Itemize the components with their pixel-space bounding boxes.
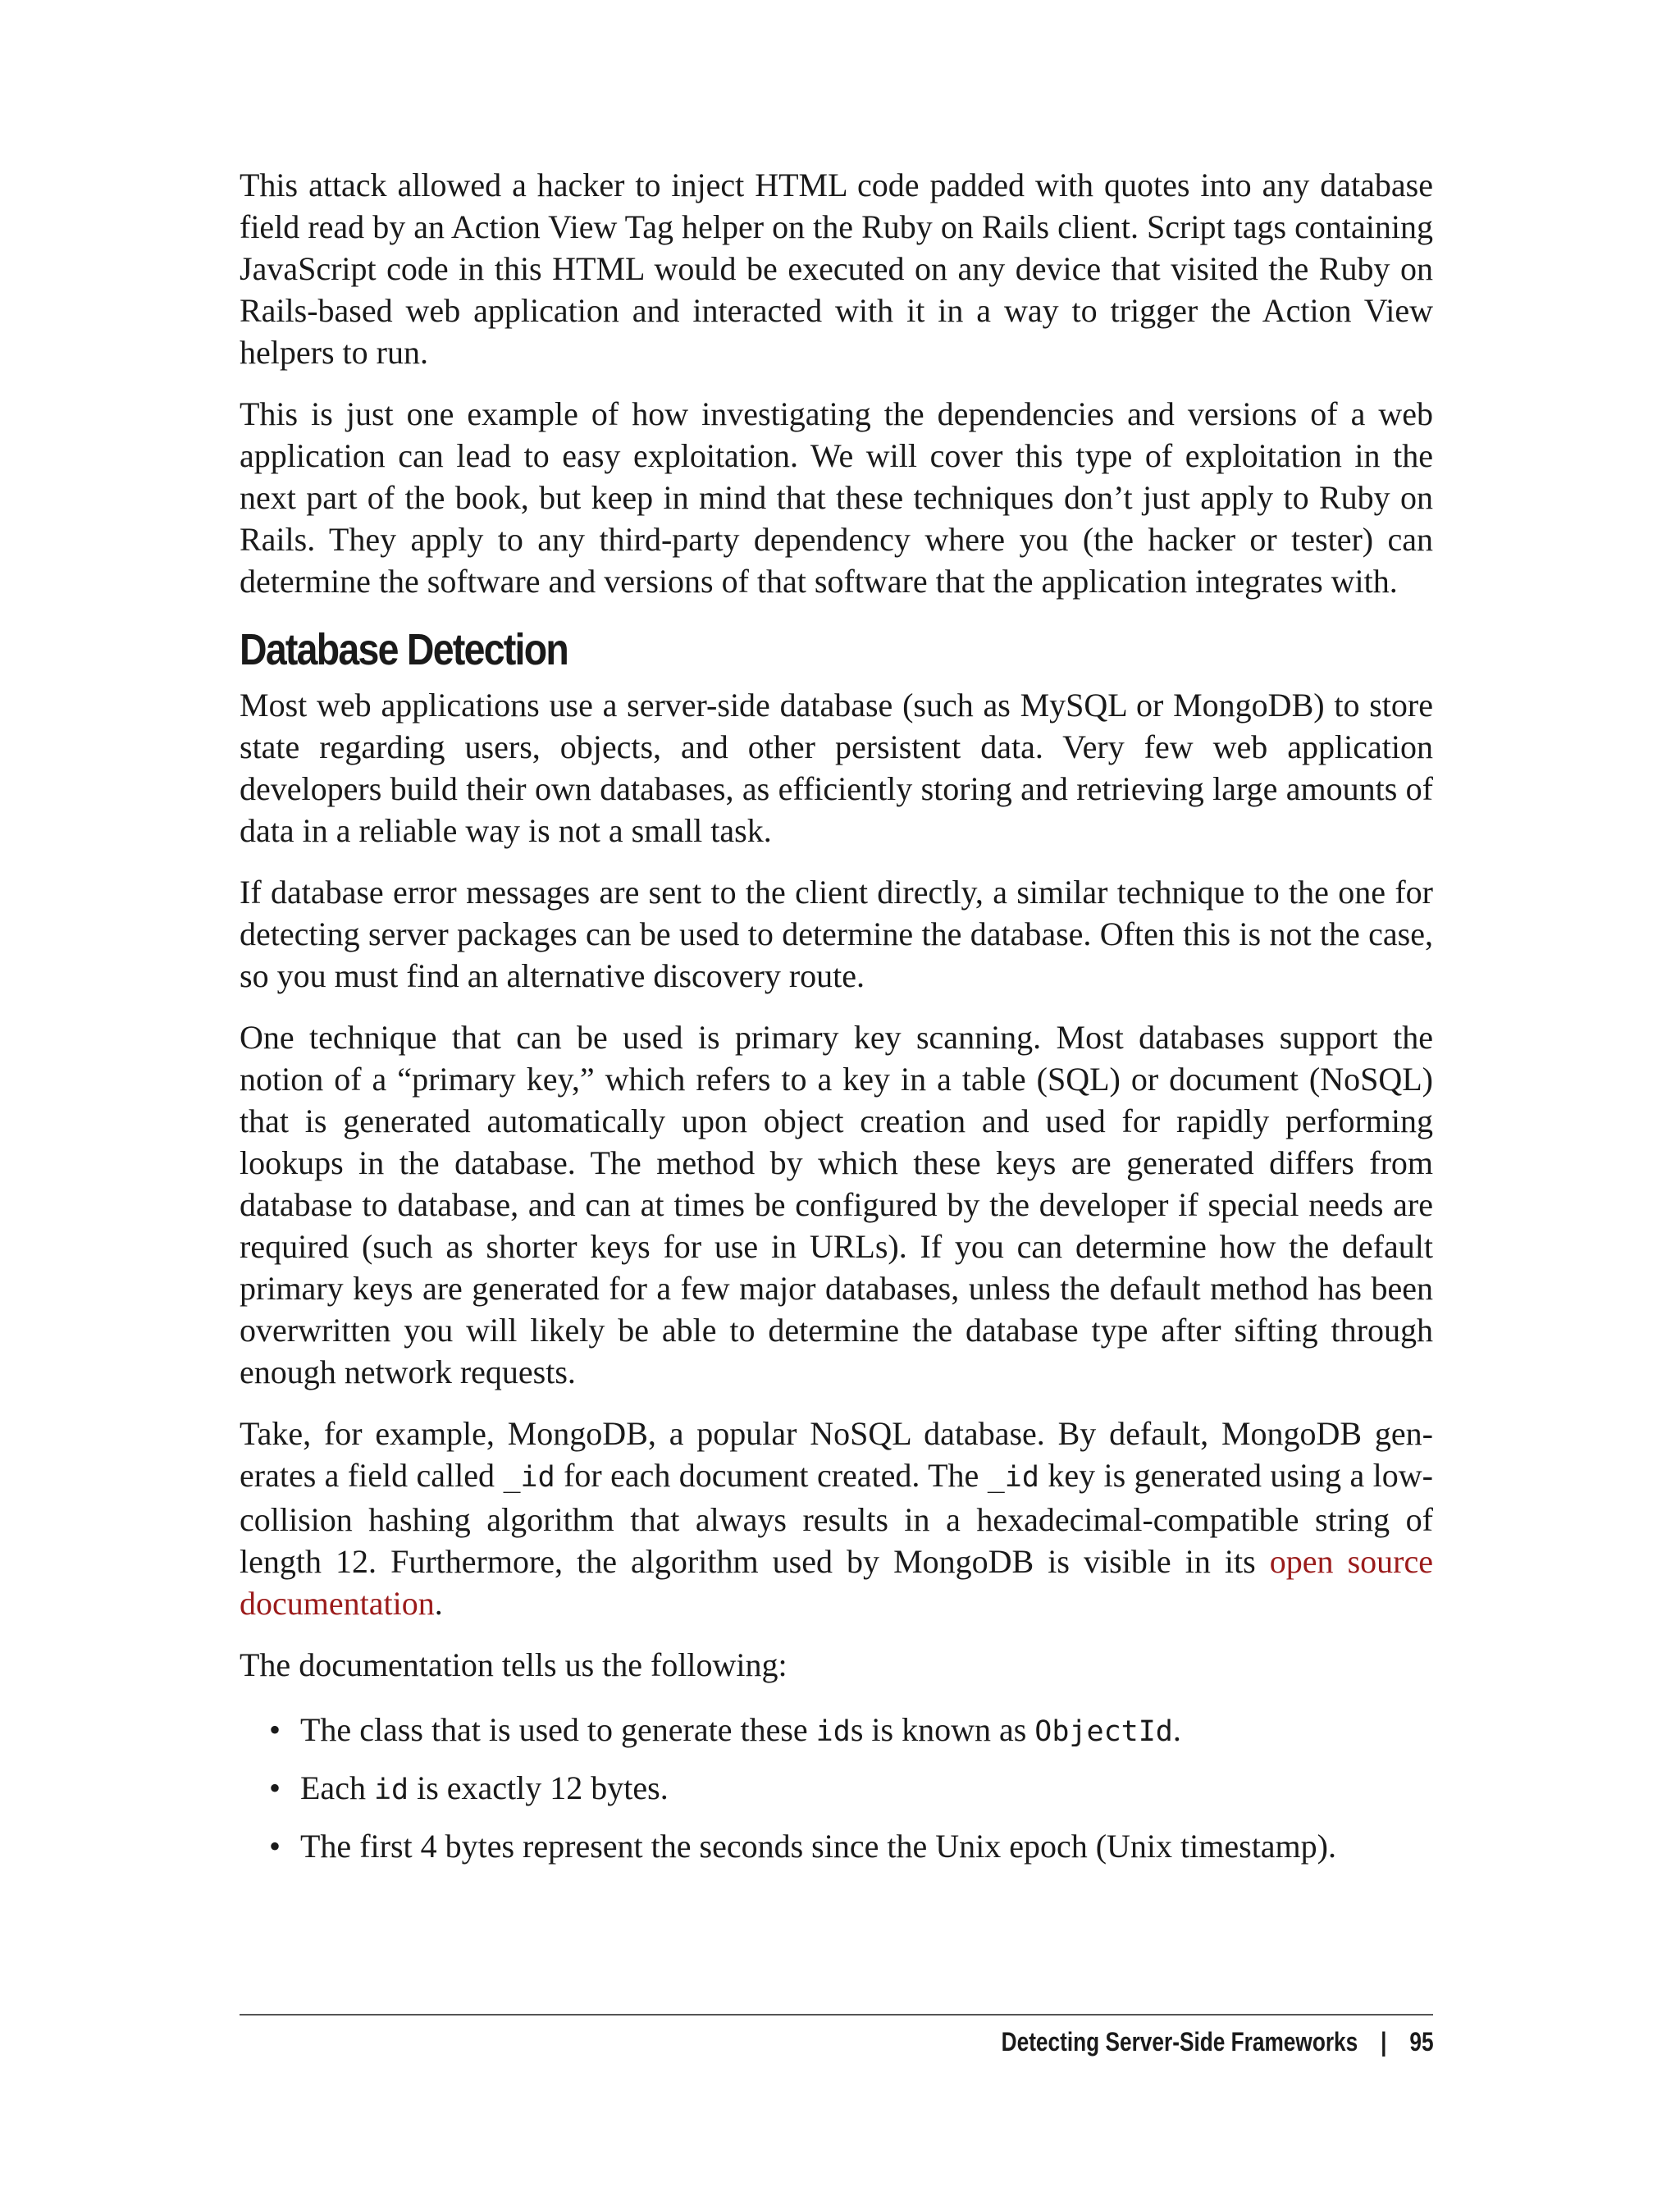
page-number: 95 — [1409, 2027, 1434, 2057]
bullet-list — [240, 1709, 1433, 1867]
text-segment: for each document created. The — [555, 1457, 988, 1494]
bullet-item-timestamp — [240, 1825, 1433, 1867]
bullet-item-objectid — [240, 1709, 1433, 1753]
code-id-key: _id — [987, 1461, 1039, 1494]
text-segment: Each — [300, 1769, 374, 1806]
text-segment: The class that is used to generate these — [300, 1711, 816, 1748]
section-heading: Database Detection — [240, 625, 568, 674]
page-footer — [1002, 2024, 1434, 2060]
code-id: id — [373, 1774, 409, 1806]
text-segment: . — [1172, 1711, 1181, 1748]
footer-separator: | — [1381, 2027, 1387, 2057]
bullet-icon: • — [269, 1769, 281, 1806]
code-ids: id — [815, 1715, 851, 1748]
paragraph-database-error-messages: If database error messages are sent to the client directly, a similar technique to the one for detecting server packages can be used to determine the database. Often this is not the case, so you must find an alternative discovery route. — [240, 874, 1433, 994]
text-segment: is exactly 12 bytes. — [409, 1769, 669, 1806]
bullet-item-12-bytes — [240, 1767, 1433, 1811]
paragraph-mongodb-example — [240, 1413, 1433, 1624]
text-segment: Take, for example, MongoDB, a popular NoSQL database. By default, MongoDB generates a field called — [240, 1415, 1433, 1494]
footer-divider — [240, 2014, 1433, 2016]
bullet-icon: • — [269, 1828, 281, 1865]
footer-chapter-title: Detecting Server-Side Frameworks — [1002, 2027, 1358, 2057]
open-source-documentation-link[interactable]: open source documentation — [240, 1543, 1433, 1622]
paragraph-dependency-exploitation: This is just one example of how investigating the dependencies and versions of a web application can lead to easy exploitation. We will cover this type of exploitation in the next part of the book, but keep in mind that these techniques don’t just apply to Ruby on Rails. They apply to any third-party dependency where you (the hacker or tester) can determine the software and versions of that software that the application integrates with. — [240, 395, 1433, 600]
page-content — [240, 164, 1433, 1881]
code-id-field: _id — [503, 1461, 555, 1494]
paragraph-documentation-intro: The documentation tells us the following: — [240, 1646, 788, 1683]
paragraph-action-view-attack: This attack allowed a hacker to inject HTML code padded with quotes into any database field read by an Action View Tag helper on the Ruby on Rails client. Script tags containing JavaScript code in this HTML would be executed on any device that visited the Ruby on Rails-based web application and interacted with it in a way to trigger the Action View helpers to run. — [240, 167, 1433, 371]
bullet-icon: • — [269, 1711, 281, 1748]
paragraph-primary-key-scanning: One technique that can be used is primary key scanning. Most databases support the notion of a “primary key,” which refers to a key in a table (SQL) or document (NoSQL) that is generated automatically upon object creation and used for rapidly performing lookups in the database. The method by which these keys are generated differs from database to database, and can at times be configured by the developer if special needs are required (such as shorter keys for use in URLs). If you can determine how the default primary keys are generated for a few major databases, unless the default method has been overwritten you will likely be able to determine the database type after sifting through enough network requests. — [240, 1019, 1433, 1390]
text-segment: s is known as — [850, 1711, 1035, 1748]
text-segment: . — [434, 1585, 443, 1622]
text-segment: key is generated using a low-collision hashing algorithm that always results in a hexadecimal-compatible string of length 12. Furthermore, the algorithm used by MongoDB is visible in its — [240, 1457, 1433, 1580]
paragraph-server-side-database: Most web applications use a server-side database (such as MySQL or MongoDB) to store state regarding users, objects, and other persistent data. Very few web application developers build their own databases, as efficiently storing and retrieving large amounts of data in a reliable way is not a small task. — [240, 687, 1433, 849]
code-objectid: ObjectId — [1034, 1715, 1173, 1748]
text-segment: The first 4 bytes represent the seconds since the Unix epoch (Unix timestamp). — [300, 1828, 1336, 1865]
